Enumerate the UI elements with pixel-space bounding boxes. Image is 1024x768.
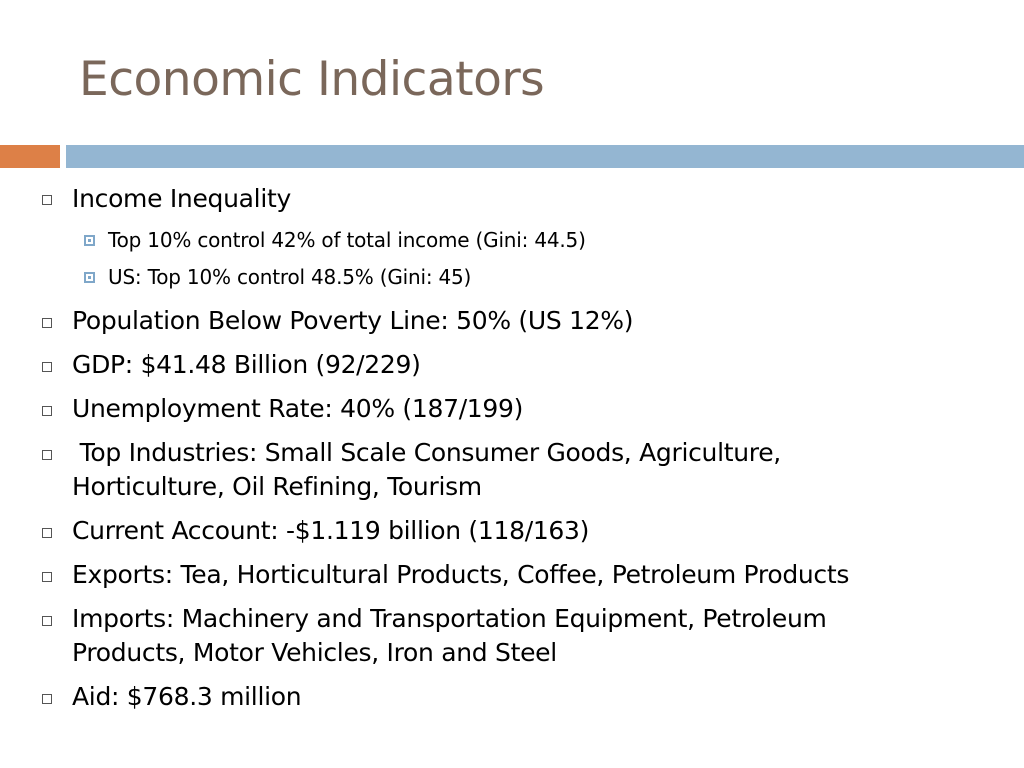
bullet-imports-line1: Imports: Machinery and Transportation Equipment, Petroleum — [72, 604, 827, 633]
bullet-exports: Exports: Tea, Horticultural Products, Coffee, Petroleum Products — [72, 560, 850, 589]
bullet-icon — [42, 528, 52, 538]
bullet-icon — [42, 572, 52, 582]
bullet-industries-line1: Top Industries: Small Scale Consumer Goods, Agriculture, — [72, 438, 781, 467]
accent-bar-blue — [66, 145, 1024, 168]
slide-title: Economic Indicators — [79, 52, 545, 107]
bullet-icon — [42, 694, 52, 704]
bullet-imports-line2: Products, Motor Vehicles, Iron and Steel — [72, 638, 557, 667]
sub-bullet-top10: Top 10% control 42% of total income (Gini: 44.5) — [108, 228, 586, 252]
bullet-icon — [42, 318, 52, 328]
bullet-icon — [42, 450, 52, 460]
bullet-unemployment: Unemployment Rate: 40% (187/199) — [72, 394, 524, 423]
sub-bullet-icon — [84, 272, 95, 283]
sub-bullet-icon — [84, 235, 95, 246]
bullet-income-inequality: Income Inequality — [72, 184, 291, 213]
bullet-gdp: GDP: $41.48 Billion (92/229) — [72, 350, 421, 379]
bullet-icon — [42, 616, 52, 626]
sub-bullet-us: US: Top 10% control 48.5% (Gini: 45) — [108, 265, 472, 289]
bullet-icon — [42, 362, 52, 372]
bullet-aid: Aid: $768.3 million — [72, 682, 302, 711]
bullet-industries-line2: Horticulture, Oil Refining, Tourism — [72, 472, 482, 501]
bullet-current-account: Current Account: -$1.119 billion (118/163) — [72, 516, 590, 545]
bullet-poverty: Population Below Poverty Line: 50% (US 12%) — [72, 306, 634, 335]
bullet-icon — [42, 406, 52, 416]
accent-bar-orange — [0, 145, 60, 168]
bullet-icon — [42, 195, 52, 205]
